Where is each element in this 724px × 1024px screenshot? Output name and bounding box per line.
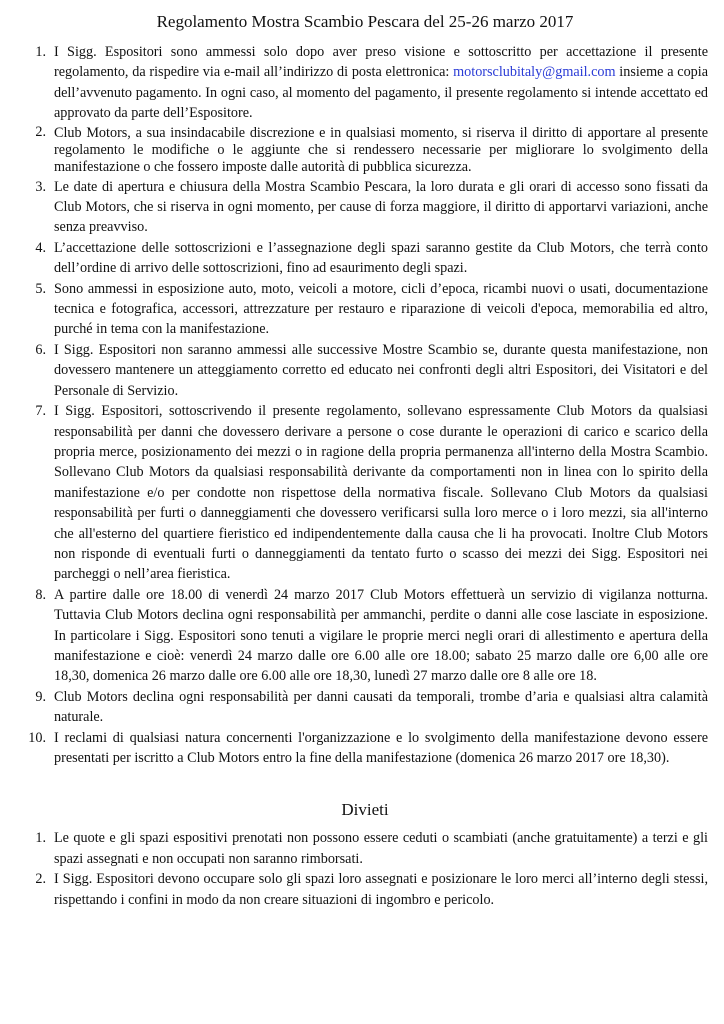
- rule-item-5: [22, 279, 708, 340]
- rule-number: 9.: [35, 688, 46, 705]
- divieti-number: 2.: [35, 871, 46, 888]
- rule-number: 8.: [35, 586, 46, 603]
- rule-item-4: [22, 238, 708, 279]
- rule-item-8: [22, 585, 708, 687]
- email-link[interactable]: motorsclubitaly@gmail.com: [453, 64, 616, 81]
- rule-number: 4.: [35, 239, 46, 256]
- divieti-text: I Sigg. Espositori devono occupare solo gli spazi loro assegnati e posizionare le loro merci all’interno degli stessi, rispettando i confini in modo da non creare situazioni di ingombro e pericolo.: [54, 871, 708, 908]
- rule-item-9: [22, 687, 708, 728]
- rule-text: Club Motors, a sua insindacabile discrezione e in qualsiasi momento, si riserva il diritto di apportare al presente regolamento le modifiche o le aggiunte che si rendessero necessarie per migliorare lo svolgimento della manifestazione o che fossero imposte dalle autorità di pubblica sicurezza.: [54, 124, 708, 175]
- divieti-item-1: [22, 828, 708, 869]
- divieti-text: Le quote e gli spazi espositivi prenotati non possono essere ceduti o scambiati (anche gratuitamente) a terzi e gli spazi assegnati e non occupati non saranno rimborsati.: [54, 830, 708, 867]
- divieti-number: 1.: [35, 830, 46, 847]
- rule-item-10: [22, 728, 708, 769]
- rule-number: 6.: [35, 341, 46, 358]
- divieti-title: Divieti: [341, 800, 389, 820]
- rule-number: 3.: [35, 178, 46, 195]
- rule-number: 7.: [35, 403, 46, 420]
- document-title: Regolamento Mostra Scambio Pescara del 25-26 marzo 2017: [156, 12, 574, 31]
- divieti-list: [22, 828, 708, 910]
- rule-number: 1.: [35, 44, 46, 60]
- rule-text: Club Motors declina ogni responsabilità per danni causati da temporali, trombe d’aria e qualsiasi altra calamità naturale.: [54, 688, 708, 726]
- rule-text: Sono ammessi in esposizione auto, moto, veicoli a motore, cicli d’epoca, ricambi nuovi o usati, documentazione tecnica e fotografica, accessori, attrezzature per restauro e riparazione di veicoli d'epoca, memorabilia ed altro, purché in tema con la manifestazione.: [54, 280, 708, 338]
- rule-text: I Sigg. Espositori non saranno ammessi alle successive Mostre Scambio se, durante questa manifestazione, non dovessero mantenere un atteggiamento corretto ed educato nei confronti degli altri Espositori, dei Visitatori e del Personale di Servizio.: [54, 341, 708, 399]
- rule-text: I reclami di qualsiasi natura concernenti l'organizzazione e lo svolgimento della manifestazione devono essere presentati per iscritto a Club Motors entro la fine della manifestazione (domenica 26 marzo 2017 ore 18,30).: [54, 729, 708, 766]
- rule-item-3: [22, 177, 708, 238]
- rule-item-1: [22, 42, 708, 124]
- divieti-item-2: [22, 869, 708, 910]
- rule-text: Le date di apertura e chiusura della Mostra Scambio Pescara, la loro durata e gli orari di accesso sono fissati da Club Motors, che si riserva in ogni momento, per cause di forza maggiore, il diritto di apportarvi variazioni, anche senza preavviso.: [54, 178, 708, 236]
- rules-list: [22, 42, 708, 768]
- rule-text: A partire dalle ore 18.00 di venerdì 24 marzo 2017 Club Motors effettuerà un servizio di vigilanza notturna. Tuttavia Club Motors declina ogni responsabilità per ammanchi, perdite o danni alle cose lasciate in esposizione. In particolare i Sigg. Espositori sono tenuti a vigilare le proprie merci negli orari di allestimento e apertura della manifestazione e cioè: venerdì 24 marzo dalle ore 6.00 alle ore 18.00; sabato 25 marzo dalle ore 6,00 alle ore 18,30, domenica 26 marzo dalle ore 6.00 alle ore 18,30, lunedì 27 marzo dalle ore 8 alle ore 18.: [54, 586, 708, 685]
- rule-number: 2.: [35, 123, 46, 140]
- rule-item-6: [22, 340, 708, 401]
- rule-text: I Sigg. Espositori, sottoscrivendo il presente regolamento, sollevano espressamente Club Motors da qualsiasi responsabilità per danni che dovessero derivare a persone o cose durante le operazioni di carico e scarico della propria merce, posizionamento dei mezzi o in ragione della propria permanenza all'interno della Mostra Scambio. Sollevano Club Motors da qualsiasi responsabilità derivante da comportamenti non in linea con lo spirito della manifestazione e/o per condotte non rispettose della normativa fiscale. Sollevano Club Motors da qualsiasi responsabilità per furti o danneggiamenti che dovessero verificarsi sulla loro merce o i loro mezzi, sia all'interno che all'esterno del quartiere fieristico ed indipendentemente dalla causa che li ha provocati. Inoltre Club Motors non risponde di eventuali furti o danneggiamenti da tentato furto o scasso dei mezzi dei Sigg. Espositori nei parcheggi o nell’area fieristica.: [54, 403, 708, 583]
- rule-text: I Sigg. Espositori sono ammessi solo dopo aver preso visione e sottoscritto per accettazione il presente regolamento, da rispedire via e-mail all’indirizzo di posta elettronica:: [54, 44, 708, 81]
- rule-text: L’accettazione delle sottoscrizioni e l’assegnazione degli spazi saranno gestite da Club Motors, che terrà conto dell’ordine di arrivo delle sottoscrizioni, fino ad esaurimento degli spazi.: [54, 239, 708, 277]
- rule-number: 10.: [28, 729, 46, 746]
- rule-number: 5.: [35, 280, 46, 297]
- rule-item-7: [22, 401, 708, 585]
- rule-item-2: [22, 124, 708, 177]
- rule-text-continued: insieme a copia dell’avvenuto pagamento. In ogni caso, al momento del pagamento, il presente regolamento si intende accettato ed approvato da parte dell’Espositore.: [54, 64, 708, 122]
